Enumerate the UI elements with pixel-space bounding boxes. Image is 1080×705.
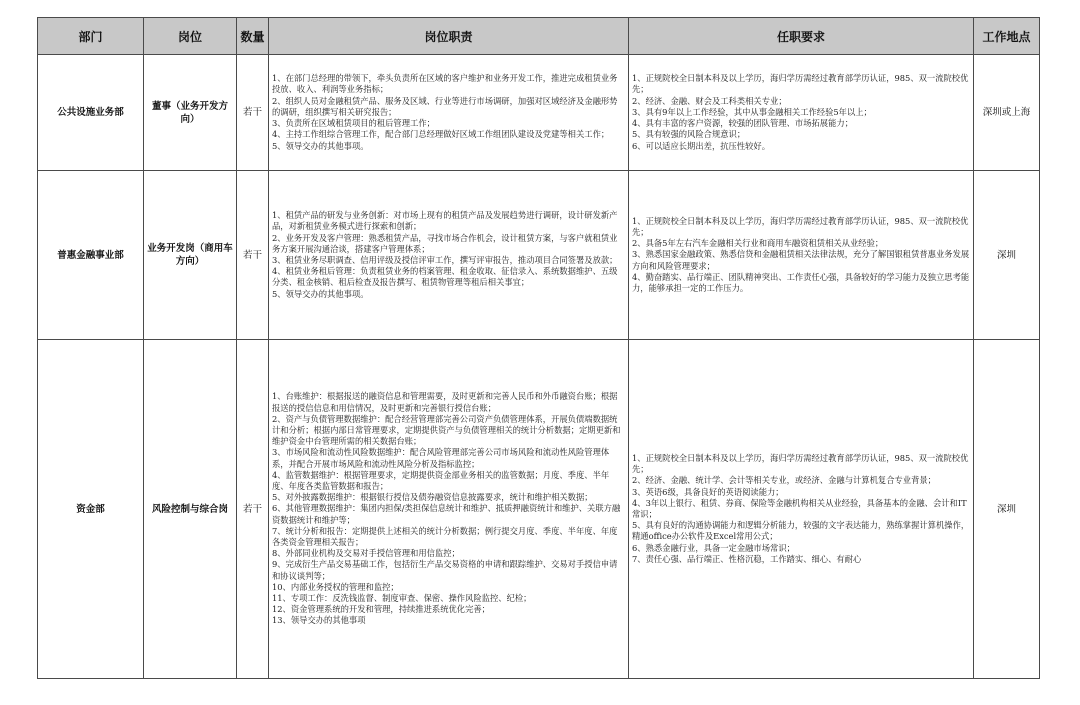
requirements-cell — [629, 340, 974, 679]
list-item: 7、责任心强、品行端正、性格沉稳，工作踏实、细心、有耐心 — [632, 553, 862, 564]
duties-cell — [269, 340, 629, 679]
location-cell: 深圳 — [974, 171, 1040, 340]
list-item: 11、专项工作：反洗钱监督、制度审查、保密、操作风险监控、纪检； — [272, 593, 532, 604]
table-row — [38, 55, 1040, 171]
list-item: 4、监管数据维护：根据管理要求，定期提供资金部业务相关的监管数据；月度、季度、半年度、年度各类监管数据和报告； — [272, 469, 610, 491]
list-item: 3、负责所在区域租赁项目的租后管理工作； — [272, 118, 435, 129]
list-item: 4、租赁业务租后管理：负责租赁业务的档案管理、租金收取、征信录入、系统数据维护、五级分类、租金核销、租后检查及报告撰写、租赁物管理等租后相关事宜； — [272, 266, 618, 288]
list-item: 5、具有较强的风险合规意识； — [632, 129, 746, 140]
list-item: 1、租赁产品的研发与业务创新：对市场上现有的租赁产品及发展趋势进行调研，设计研发新产品，对新租赁业务模式进行探索和创新； — [272, 210, 618, 232]
list-item: 10、内部业务授权的管理和监控； — [272, 581, 399, 592]
dept-cell: 资金部 — [38, 340, 144, 679]
list-item: 3、市场风险和流动性风险数据维护：配合风险管理部完善公司市场风险和流动性风险管理体系，并配合开展市场风险和流动性风险分析及指标监控； — [272, 447, 610, 469]
list-item: 2、经济、金融、财会及工科类相关专业； — [632, 95, 787, 106]
header-duties: 岗位职责 — [269, 18, 629, 55]
list-item: 1、正规院校全日制本科及以上学历，海归学历需经过教育部学历认证，985、双一流院校优先； — [632, 215, 969, 237]
list-item: 8、外部同业机构及交易对手授信管理和用信监控； — [272, 548, 460, 559]
list-item: 5、领导交办的其他事项。 — [272, 288, 369, 299]
requirements-cell — [629, 55, 974, 171]
list-item: 1、正规院校全日制本科及以上学历，海归学历需经过教育部学历认证，985、双一流院校优先； — [632, 73, 969, 95]
list-item: 1、在部门总经理的带领下，牵头负责所在区域的客户维护和业务开发工作，推进完成租赁业务投放、收入、利润等业务指标； — [272, 73, 618, 95]
requirements-cell — [629, 171, 974, 340]
table-header — [38, 18, 1040, 55]
position-cell: 董事（业务开发方向） — [144, 55, 237, 171]
list-item: 9、完成衍生产品交易基础工作，包括衍生产品交易资格的申请和跟踪维护、交易对手授信申请和协议谈判等； — [272, 559, 618, 581]
list-item: 3、具有9年以上工作经验，其中从事金融相关工作经验5年以上； — [632, 106, 872, 117]
duties-cell — [269, 55, 629, 171]
position-cell: 业务开发岗（商用车方向） — [144, 171, 237, 340]
list-item: 5、具有良好的沟通协调能力和逻辑分析能力，较强的文字表达能力，熟练掌握计算机操作，精通office办公软件及Excel常用公式； — [632, 520, 970, 542]
count-cell: 若干 — [237, 340, 269, 679]
list-item: 2、组织人员对金融租赁产品、服务及区域、行业等进行市场调研，加强对区域经济及金融形势的调研，组织撰写相关研究报告； — [272, 95, 618, 117]
list-item: 2、经济、金融、统计学、会计等相关专业，或经济、金融与计算机复合专业背景； — [632, 475, 936, 486]
header-count: 数量 — [237, 18, 269, 55]
list-item: 1、台账维护：根据报送的融资信息和管理需要，及时更新和完善人民币和外币融资台账；根据报送的授信信息和用信情况，及时更新和完善银行授信台账； — [272, 391, 618, 413]
dept-cell: 普惠金融事业部 — [38, 171, 144, 340]
table-body — [38, 55, 1040, 679]
list-item: 2、资产与负债管理数据维护：配合经营管理部完善公司资产负债管理体系，开展负债端数据统计和分析；根据内部日常管理要求，定期提供资产与负债管理相关的统计分析数据；定期更新和维护资金中台管理所需的相关数据台账； — [272, 413, 621, 447]
count-cell: 若干 — [237, 171, 269, 340]
list-item: 6、熟悉金融行业，具备一定金融市场常识； — [632, 542, 795, 553]
list-item: 4、3年以上银行、租赁、券商、保险等金融机构相关从业经验，具备基本的金融、会计和IT常识； — [632, 497, 967, 519]
location-cell: 深圳 — [974, 340, 1040, 679]
list-item: 4、勤奋踏实、品行端正、团队精神突出、工作责任心强，具备较好的学习能力及独立思考能力，能够承担一定的工作压力。 — [632, 271, 970, 293]
list-item: 4、主持工作组综合管理工作，配合部门总经理做好区域工作组团队建设及党建等相关工作； — [272, 129, 610, 140]
list-item: 5、对外披露数据维护：根据银行授信及债券融资信息披露要求，统计和维护相关数据； — [272, 492, 593, 503]
header-dept: 部门 — [38, 18, 144, 55]
table-row — [38, 340, 1040, 679]
location-cell: 深圳或上海 — [974, 55, 1040, 171]
list-item: 2、业务开发及客户管理：熟悉租赁产品，寻找市场合作机会，设计租赁方案，与客户就租赁业务方案开展沟通洽谈，搭建客户管理体系； — [272, 232, 618, 254]
list-item: 13、领导交办的其他事项 — [272, 615, 366, 626]
count-cell: 若干 — [237, 55, 269, 171]
list-item: 12、资金管理系统的开发和管理，持续推进系统优化完善； — [272, 604, 490, 615]
list-item: 3、英语6级，具备良好的英语阅读能力； — [632, 486, 784, 497]
duties-cell — [269, 171, 629, 340]
job-table — [37, 17, 1040, 679]
list-item: 7、统计分析和报告：定期提供上述相关的统计分析数据；例行提交月度、季度、半年度、年度各类资金管理相关报告； — [272, 525, 618, 547]
table-row — [38, 171, 1040, 340]
list-item: 4、具有丰富的客户资源，较强的团队管理、市场拓展能力； — [632, 118, 853, 129]
list-item: 1、正规院校全日制本科及以上学历，海归学历需经过教育部学历认证，985、双一流院校优先； — [632, 452, 969, 475]
list-item: 6、可以适应长期出差，抗压性较好。 — [632, 140, 771, 151]
dept-cell: 公共设施业务部 — [38, 55, 144, 171]
list-item: 2、具备5年左右汽车金融相关行业和商用车融资租赁相关从业经验； — [632, 238, 884, 249]
list-item: 5、领导交办的其他事项。 — [272, 140, 369, 151]
position-cell: 风险控制与综合岗 — [144, 340, 237, 679]
list-item: 3、租赁业务尽职调查、信用评级及授信评审工作，撰写评审报告，推动项目合同签署及放款； — [272, 255, 618, 265]
header-position: 岗位 — [144, 18, 237, 55]
header-location: 工作地点 — [974, 18, 1040, 55]
header-row — [38, 18, 1040, 55]
header-requirements: 任职要求 — [629, 18, 974, 55]
list-item: 6、其他管理数据维护：集团内担保/类担保信息统计和维护、抵质押融资统计和维护、关联方融资数据统计和维护等； — [272, 503, 621, 525]
list-item: 3、熟悉国家金融政策、熟悉信贷和金融租赁相关法律法规，充分了解国银租赁普惠业务发展方向和风险管理要求； — [632, 249, 970, 271]
